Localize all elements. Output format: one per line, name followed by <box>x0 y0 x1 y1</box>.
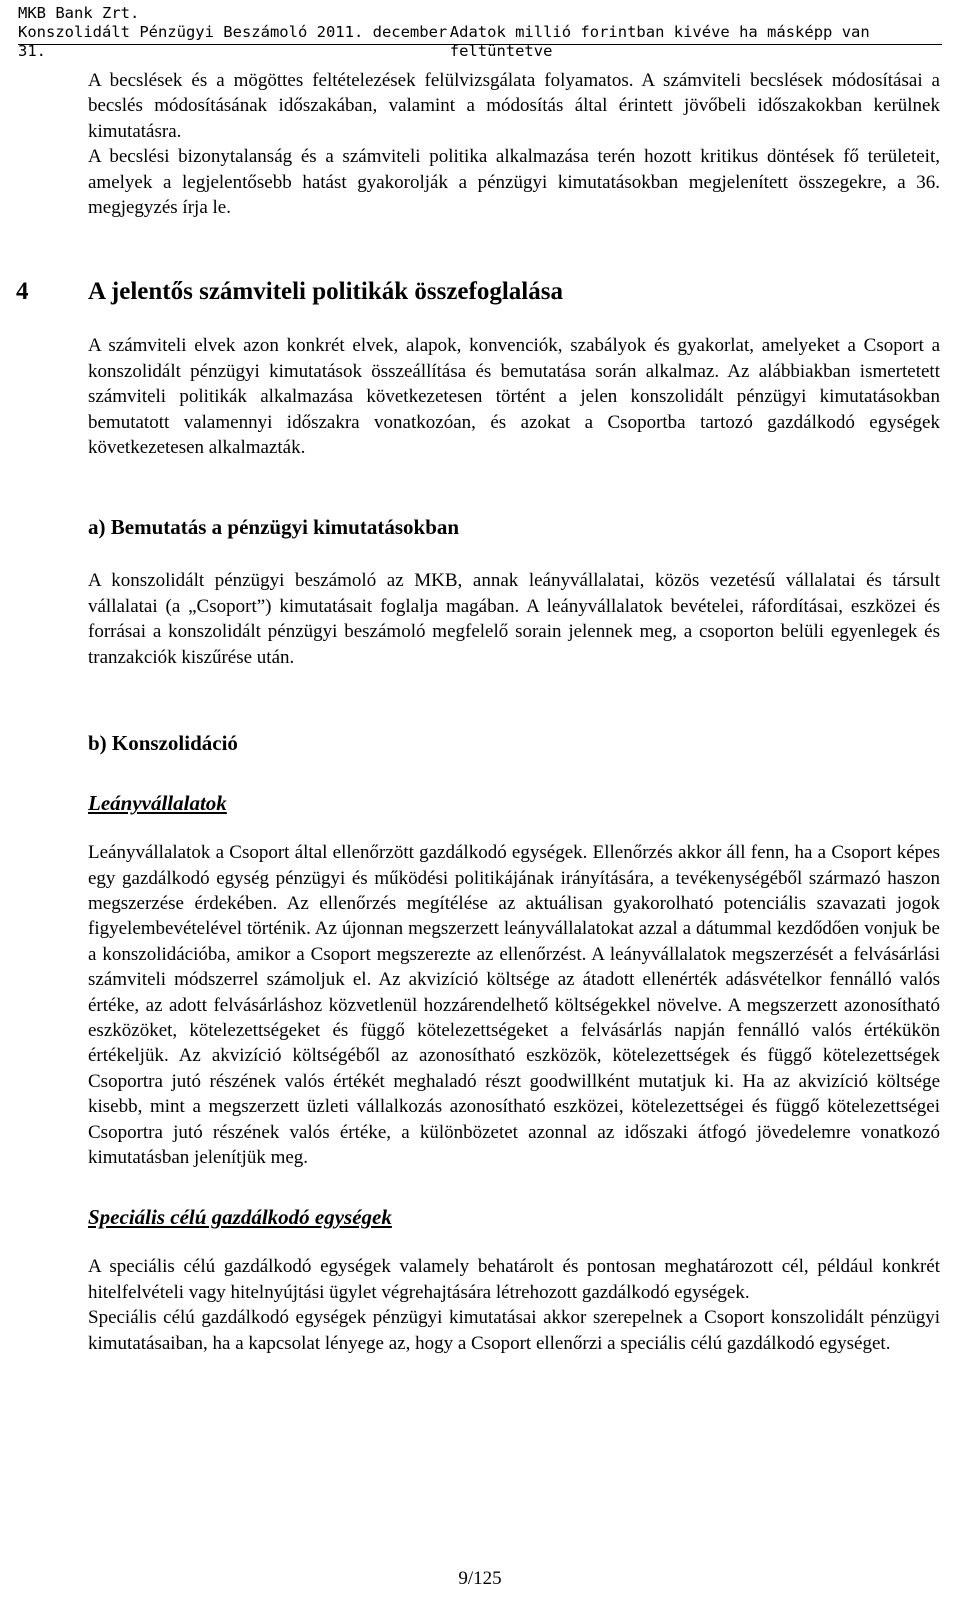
subsection-spe-paragraph-2: Speciális célú gazdálkodó egységek pénzügyi kimutatásai akkor szerepelnek a Csoport konszolidált pénzügyi kimutatásaiban, ha a kapcsolat lényege az, hogy a Csoport ellenőrzi a speciális célú gazdálkodó egységet. <box>88 1307 940 1354</box>
page-body <box>16 68 940 1356</box>
subsection-subsidiaries-paragraph: Leányvállalatok a Csoport által ellenőrzött gazdálkodó egységek. Ellenőrzés akkor áll fenn, ha a Csoport képes egy gazdálkodó egység pénzügyi és működési politikájának irányítására, a tevékenységéből származó haszon megszerzése érdekében. Az ellenőrzés megítélése az aktuálisan gyakorolható potenciális szavazati jogok figyelembevételével történik. Az újonnan megszerzett leányvállalatokat azzal a dátummal kezdődően vonjuk be a konszolidációba, amikor a Csoport megszerezte az ellenőrzést. A leányvállalatok megszerzését a felvásárlási számviteli módszerrel számoljuk el. Az akvizíció költsége az átadott ellenérték adásvételkor fennálló valós értéke, az adott felvásárláshoz közvetlenül hozzárendelhető költségekkel növelve. A megszerzett azonosítható eszközöket, kötelezettségeket és függő kötelezettségeket a felvásárlás napján fennálló valós értékükön értékeljük. Az akvizíció költségéből az azonosítható eszközök, kötelezettségek és függő kötelezettségek Csoportra jutó részének valós értékét meghaladó részt goodwillként mutatjuk ki. Ha az akvizíció költsége kisebb, mint a megszerzett üzleti vállalkozás azonosítható eszközei, kötelezettségei és függő kötelezettségei Csoportra jutó részének valós értéke, a különbözetet azonnal az időszaki átfogó jövedelemre vonatkozó kimutatásban jelenítjük meg. <box>88 842 940 1168</box>
header-unit-note: Adatok millió forintban kivéve ha másképp van feltüntetve <box>449 23 870 60</box>
section-4-number: 4 <box>16 278 29 306</box>
header-company: MKB Bank Zrt. <box>18 4 140 22</box>
intro-paragraph-2: A becslési bizonytalanság és a számviteli politika alkalmazása terén hozott kritikus döntések fő területeit, amelyek a legjelentősebb hatást gyakorolják a pénzügyi kimutatásokban megjelenített összegekre, a 36. megjegyzés írja le. <box>88 146 940 219</box>
section-4-heading <box>16 277 940 307</box>
subsection-spe-heading: Speciális célú gazdálkodó egységek <box>88 1205 392 1230</box>
subsection-subsidiaries-heading: Leányvállalatok <box>88 791 227 816</box>
section-4-title: A jelentős számviteli politikák összefoglalása <box>88 278 563 306</box>
section-a-paragraph: A konszolidált pénzügyi beszámoló az MKB, annak leányvállalatai, közös vezetésű vállalatai és társult vállalatai (a „Csoport”) kimutatásait foglalja magában. A leányvállalatok bevételei, ráfordításai, eszközei és forrásai a konszolidált pénzügyi beszámoló megfelelő sorain jelennek meg, a csoporton belüli egyenlegek és tranzakciók kiszűrése után. <box>88 570 940 668</box>
intro-paragraph-1: A becslések és a mögöttes feltételezések felülvizsgálata folyamatos. A számviteli becslések módosításai a becslés módosításának időszakában, valamint a módosítás által érintett jövőbeli időszakokban kerülnek kimutatásra. <box>88 70 940 142</box>
section-4-paragraph: A számviteli elvek azon konkrét elvek, alapok, konvenciók, szabályok és gyakorlat, amelyeket a Csoport a konszolidált pénzügyi kimutatások összeállítása és bemutatása során alkalmaz. Az alábbiakban ismertetett számviteli politikák alkalmazása következetesen történt a jelen konszolidált pénzügyi kimutatásokban bemutatott valamennyi időszakra vonatkozóan, és azokat a Csoportba tartozó gazdálkodó egységek következetesen alkalmazták. <box>88 335 940 459</box>
subsection-spe-paragraph-1: A speciális célú gazdálkodó egységek valamely behatárolt és pontosan meghatározott cél, például konkrét hitelfelvételi vagy hitelnyújtási ügylet végrehajtására létrehozott gazdálkodó egységek. <box>88 1256 940 1303</box>
page-header <box>18 4 942 60</box>
section-a-heading: a) Bemutatás a pénzügyi kimutatásokban <box>88 515 460 540</box>
header-report-title: Konszolidált Pénzügyi Beszámoló 2011. december 31. <box>18 23 448 60</box>
section-b-heading: b) Konszolidáció <box>88 731 238 756</box>
page-number: 9/125 <box>458 1568 502 1589</box>
